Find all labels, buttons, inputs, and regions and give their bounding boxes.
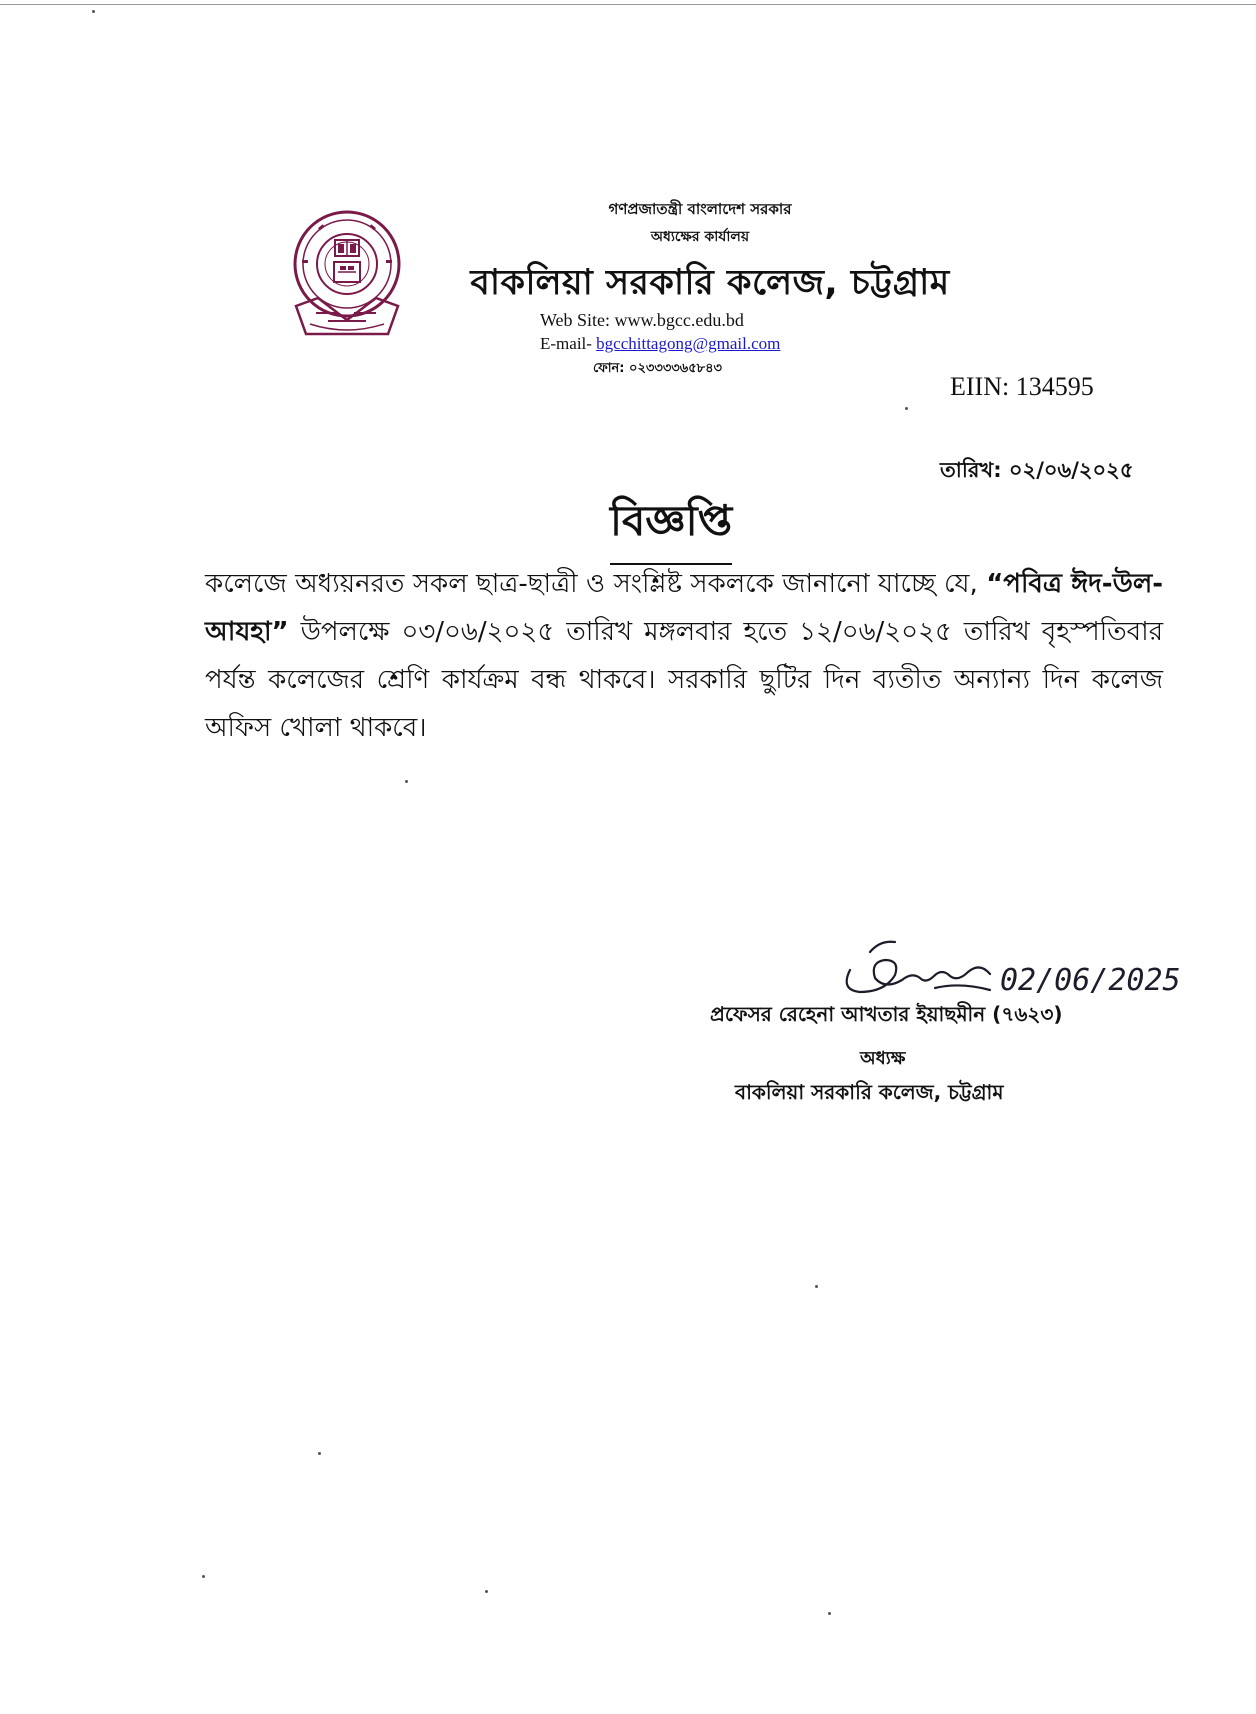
scan-speck — [202, 1575, 205, 1578]
signatory-name: প্রফেসর রেহেনা আখতার ইয়াছমীন (৭৬২৩) — [710, 1002, 1063, 1026]
scan-top-edge — [0, 4, 1256, 5]
scan-speck — [828, 1612, 831, 1615]
email-label: E-mail- — [540, 334, 592, 353]
holiday-name: “পবিত্র ঈদ-উল-আযহা” — [205, 569, 1164, 647]
website-label: Web Site: — [540, 310, 611, 330]
email-link[interactable]: bgcchittagong@gmail.com — [596, 334, 781, 353]
eiin-number: EIIN: 134595 — [950, 372, 1094, 401]
office-line: অধ্যক্ষের কার্যালয় — [650, 229, 750, 245]
signature-icon — [840, 930, 1200, 1010]
website-line — [540, 310, 840, 331]
notice-date: তারিখ: ০২/০৬/২০২৫ — [940, 458, 1134, 482]
notice-body-rest: উপলক্ষে ০৩/০৬/২০২৫ তারিখ মঙ্গলবার হতে ১২/০৬/২০২৫ তারিখ বৃহস্পতিবার পর্যন্ত কলেজের শ্রেণি কার্যক্রম বন্ধ থাকবে। সরকারি ছুটির দিন ব্যতীত অন্যান্য দিন কলেজ অফিস খোলা থাকবে। — [205, 617, 1163, 743]
notice-body-intro: কলেজে অধ্যয়নরত সকল ছাত্র-ছাত্রী ও সংশ্লিষ্ট সকলকে জানানো যাচ্ছে যে, — [205, 569, 978, 599]
notice-heading: বিজ্ঞপ্তি — [610, 488, 732, 565]
phone-line: ফোন: ০২৩৩৩৩৬৫৮৪৩ — [593, 361, 722, 376]
handwritten-date: 02/06/2025 — [1000, 963, 1181, 998]
scan-speck — [92, 10, 95, 13]
scan-speck — [405, 780, 408, 783]
government-line: গণপ্রজাতন্ত্রী বাংলাদেশ সরকার — [608, 200, 792, 218]
scan-speck — [318, 1452, 321, 1455]
email-line — [540, 334, 840, 354]
notice-body — [205, 560, 1163, 752]
signatory-title: অধ্যক্ষ — [860, 1048, 906, 1069]
scan-speck — [905, 407, 908, 410]
scan-speck — [815, 1285, 818, 1288]
scan-speck — [485, 1590, 488, 1593]
website-url[interactable]: www.bgcc.edu.bd — [614, 310, 744, 330]
signatory-college: বাকলিয়া সরকারি কলেজ, চট্টগ্রাম — [735, 1080, 1004, 1104]
college-title: বাকলিয়া সরকারি কলেজ, চট্টগ্রাম — [470, 263, 950, 303]
